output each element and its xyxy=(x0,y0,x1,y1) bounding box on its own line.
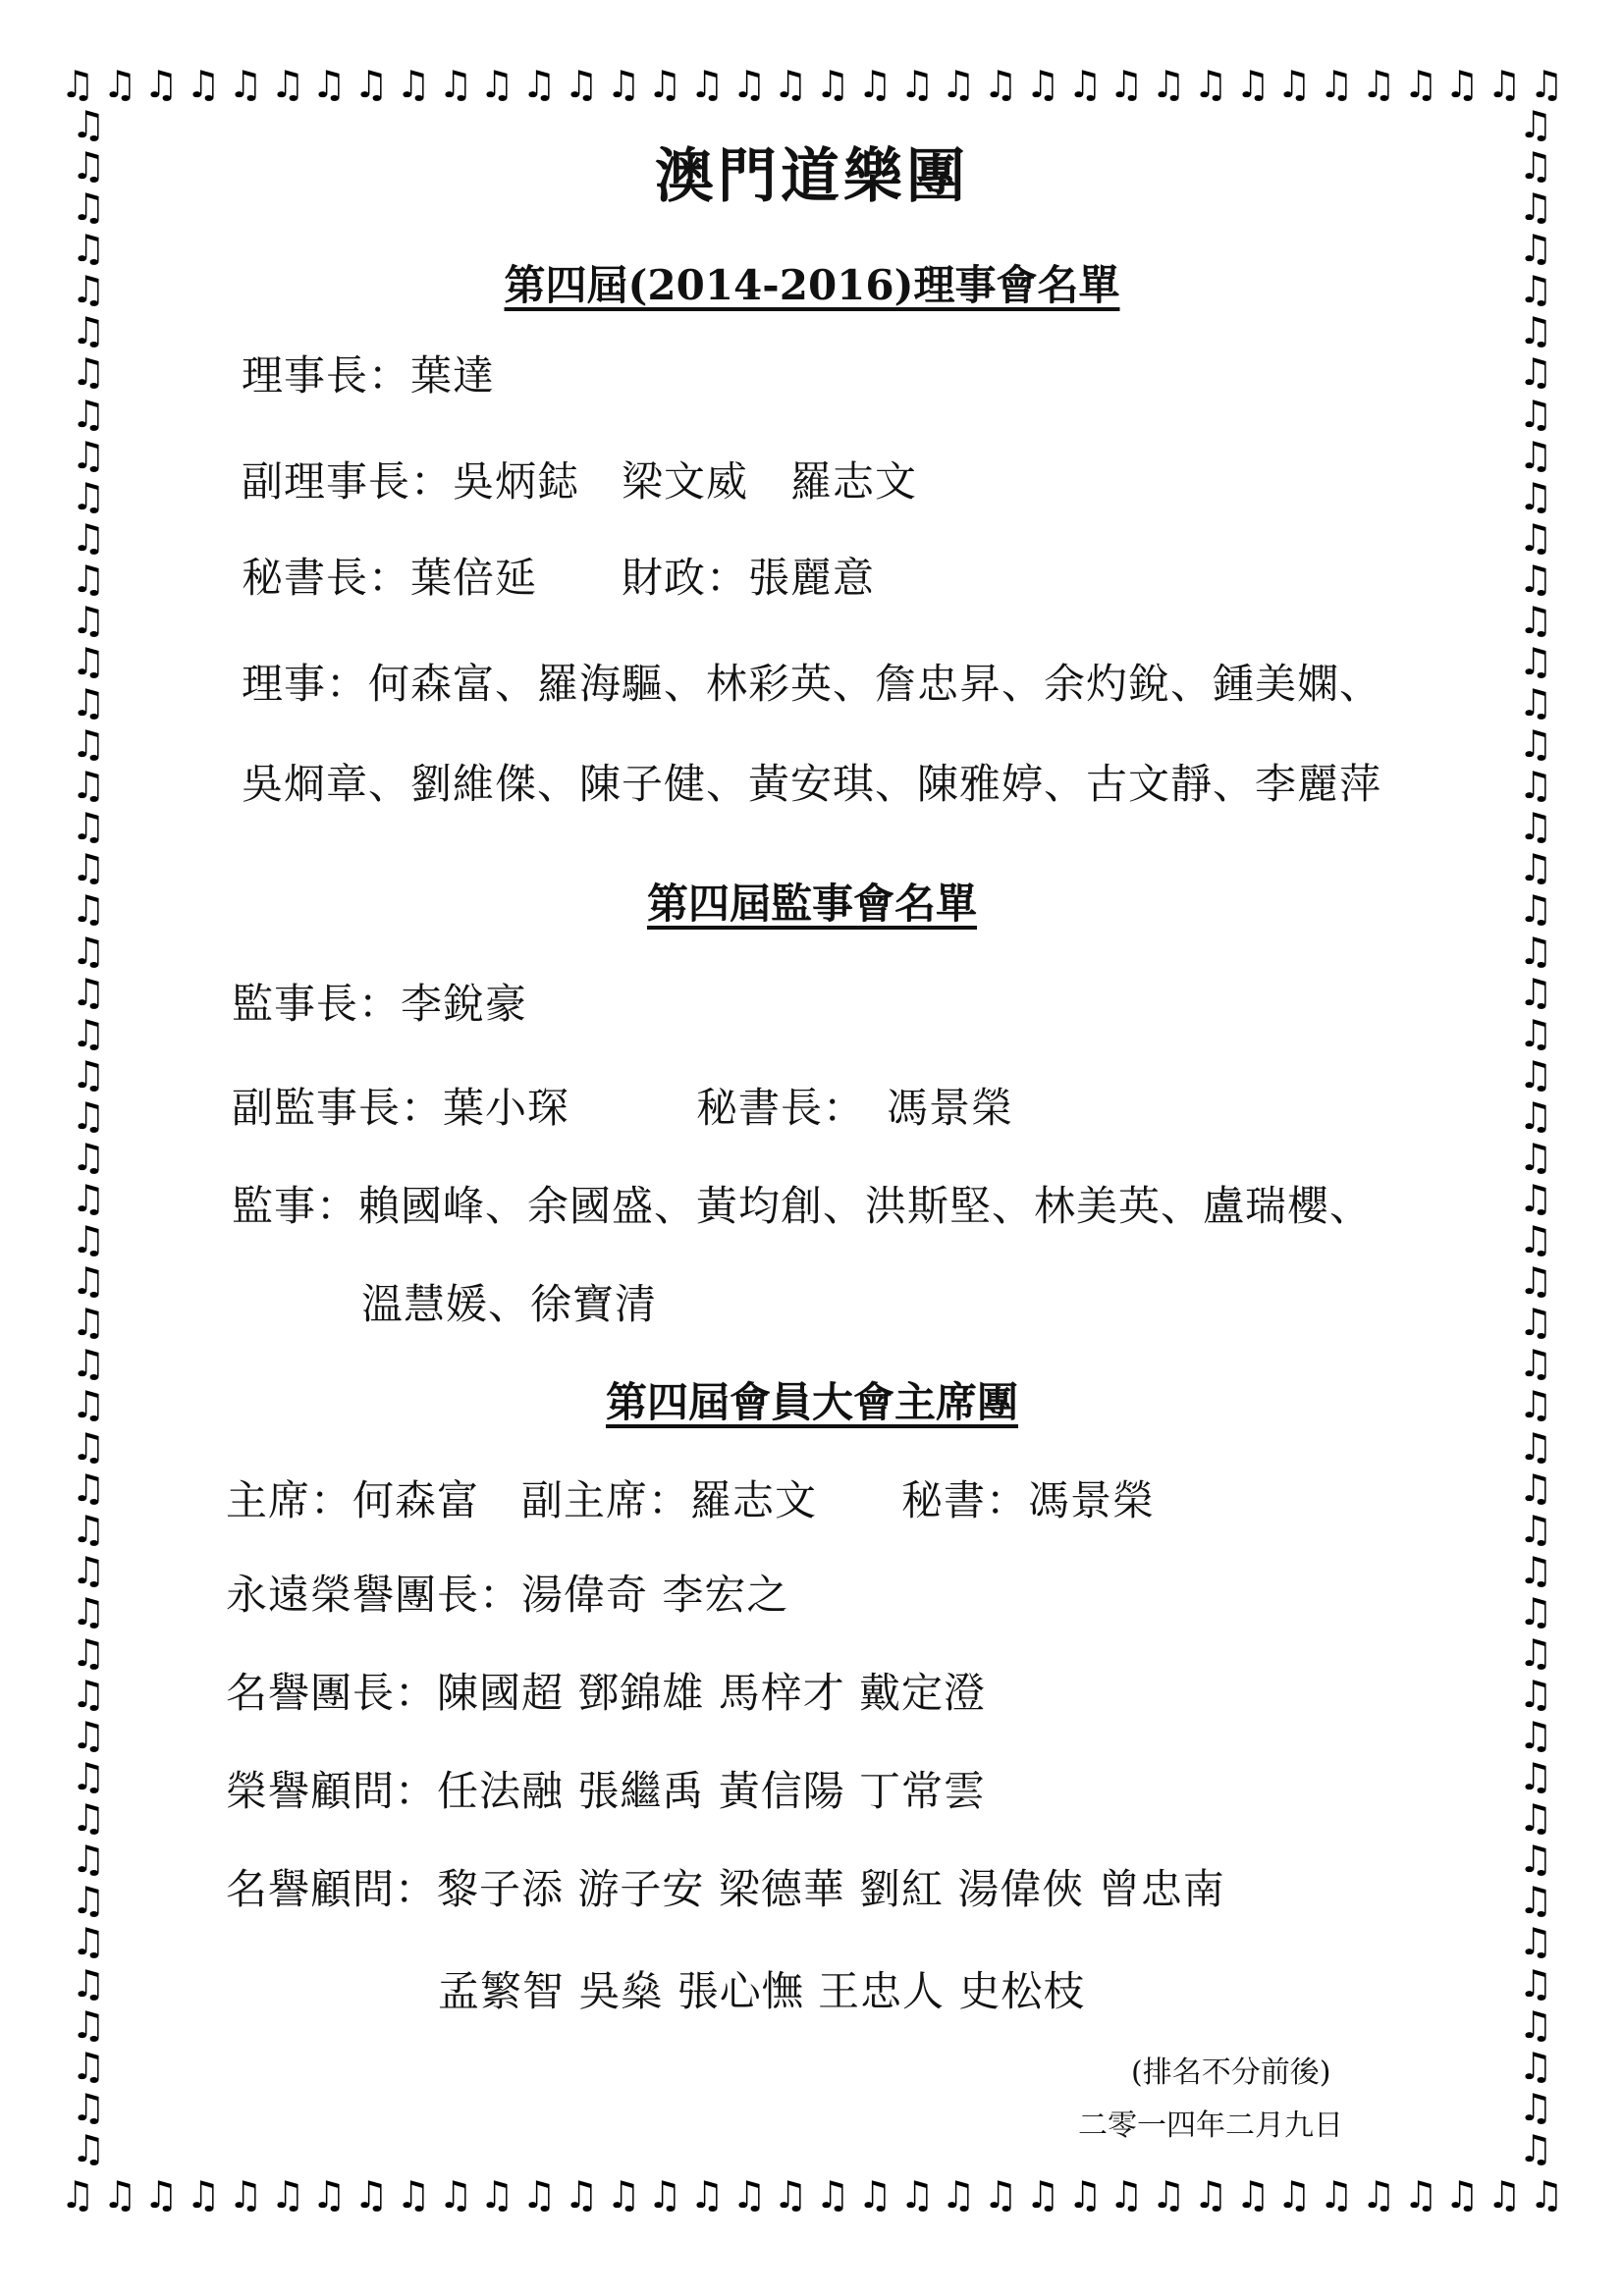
music-note-icon: ♫ xyxy=(857,63,893,106)
music-note-icon: ♫ xyxy=(1109,2173,1145,2216)
music-note-icon: ♫ xyxy=(71,1961,106,2005)
music-note-icon: ♫ xyxy=(353,63,390,106)
music-note-icon: ♫ xyxy=(71,929,106,973)
music-note-icon: ♫ xyxy=(1109,63,1145,106)
music-note-icon: ♫ xyxy=(353,2173,390,2216)
music-note-icon: ♫ xyxy=(101,2173,137,2216)
supervisors-heading: 第四屆監事會名單 xyxy=(646,880,977,928)
music-note-icon: ♫ xyxy=(521,63,558,106)
music-note-icon: ♫ xyxy=(71,515,106,560)
music-note-icon: ♫ xyxy=(1518,1259,1553,1304)
music-note-icon: ♫ xyxy=(605,63,641,106)
music-note-icon: ♫ xyxy=(71,598,106,642)
music-note-icon: ♫ xyxy=(71,2126,106,2170)
music-note-icon: ♫ xyxy=(1234,2173,1271,2216)
music-note-icon: ♫ xyxy=(1066,63,1103,106)
music-note-icon: ♫ xyxy=(1518,2044,1553,2088)
music-note-icon: ♫ xyxy=(1528,63,1564,106)
music-note-icon: ♫ xyxy=(1192,2173,1228,2216)
music-note-icon: ♫ xyxy=(71,557,106,601)
presidium-line: 永遠榮譽團長：湯偉奇 李宏之 xyxy=(226,1571,789,1619)
music-note-icon: ♫ xyxy=(71,1424,106,1468)
music-note-icon: ♫ xyxy=(437,2173,473,2216)
music-note-icon: ♫ xyxy=(647,2173,683,2216)
music-note-icon: ♫ xyxy=(71,1342,106,1386)
music-note-icon: ♫ xyxy=(1518,2126,1553,2170)
music-note-icon: ♫ xyxy=(71,1507,106,1551)
music-note-icon: ♫ xyxy=(396,2173,431,2216)
music-note-icon: ♫ xyxy=(1518,1796,1553,1841)
music-note-icon: ♫ xyxy=(983,2173,1019,2216)
board-line: 吳烱章、劉維傑、陳子健、黃安琪、陳雅婷、古文靜、李麗萍 xyxy=(242,760,1382,808)
supervisors-line: 監事長：李銳豪 xyxy=(232,980,528,1028)
music-note-icon: ♫ xyxy=(71,268,106,312)
music-note-icon: ♫ xyxy=(1066,2173,1103,2216)
music-note-icon: ♫ xyxy=(1518,1838,1553,1882)
music-note-icon: ♫ xyxy=(1151,63,1187,106)
presidium-heading: 第四屆會員大會主席團 xyxy=(605,1378,1018,1426)
music-note-icon: ♫ xyxy=(1518,1961,1553,2005)
music-note-icon: ♫ xyxy=(1487,2173,1522,2216)
music-note-icon: ♫ xyxy=(1518,309,1553,353)
music-note-icon: ♫ xyxy=(1518,1052,1553,1096)
music-note-icon: ♫ xyxy=(1518,598,1553,642)
board-line: 理事：何森富、羅海驅、林彩英、詹忠昇、余灼銳、鍾美嫻、 xyxy=(242,660,1382,708)
music-note-icon: ♫ xyxy=(1518,640,1553,684)
music-note-icon: ♫ xyxy=(71,1589,106,1633)
music-note-icon: ♫ xyxy=(815,63,851,106)
music-note-icon: ♫ xyxy=(1518,1218,1553,1262)
board-line: 秘書長：葉倍延 財政：張麗意 xyxy=(242,554,876,602)
music-note-icon: ♫ xyxy=(71,1838,106,1882)
music-note-icon: ♫ xyxy=(1319,63,1354,106)
music-note-icon: ♫ xyxy=(71,1920,106,1964)
music-note-icon: ♫ xyxy=(1025,63,1060,106)
music-note-icon: ♫ xyxy=(1518,1424,1553,1468)
music-note-icon: ♫ xyxy=(1518,1011,1553,1055)
music-note-icon: ♫ xyxy=(1319,2173,1354,2216)
music-note-icon: ♫ xyxy=(1518,970,1553,1014)
music-note-icon: ♫ xyxy=(1192,63,1228,106)
music-note-icon: ♫ xyxy=(71,392,106,436)
music-note-icon: ♫ xyxy=(1518,1094,1553,1138)
music-note-icon: ♫ xyxy=(71,1135,106,1179)
music-note-icon: ♫ xyxy=(1518,2002,1553,2047)
music-note-icon: ♫ xyxy=(689,63,725,106)
music-note-icon: ♫ xyxy=(1518,2085,1553,2129)
music-note-icon: ♫ xyxy=(71,1796,106,1841)
music-note-icon: ♫ xyxy=(71,846,106,890)
page-title: 澳門道樂團 xyxy=(655,142,969,211)
music-note-icon: ♫ xyxy=(71,2002,106,2047)
music-note-icon: ♫ xyxy=(71,1755,106,1799)
music-note-icon: ♫ xyxy=(396,63,431,106)
document-date: 二零一四年二月九日 xyxy=(1078,2109,1343,2143)
music-note-icon: ♫ xyxy=(1487,63,1522,106)
music-note-icon: ♫ xyxy=(71,1259,106,1304)
music-note-icon: ♫ xyxy=(71,2044,106,2088)
music-note-icon: ♫ xyxy=(1444,63,1481,106)
music-note-icon: ♫ xyxy=(1518,1879,1553,1923)
music-note-icon: ♫ xyxy=(1518,103,1553,146)
music-note-icon: ♫ xyxy=(71,1094,106,1138)
music-note-icon: ♫ xyxy=(71,433,106,477)
music-note-icon: ♫ xyxy=(941,63,977,106)
board-line: 副理事長：吳炳鋕 梁文威 羅志文 xyxy=(242,457,918,506)
board-heading: 第四屆(2014-2016)理事會名單 xyxy=(504,261,1120,309)
music-note-icon: ♫ xyxy=(898,2173,935,2216)
music-note-icon: ♫ xyxy=(1276,2173,1313,2216)
music-note-icon: ♫ xyxy=(71,1630,106,1675)
music-note-icon: ♫ xyxy=(71,1548,106,1592)
music-note-icon: ♫ xyxy=(71,1218,106,1262)
music-note-icon: ♫ xyxy=(1518,1342,1553,1386)
music-note-icon: ♫ xyxy=(1518,1672,1553,1716)
music-note-icon: ♫ xyxy=(563,63,599,106)
music-note-icon: ♫ xyxy=(1518,474,1553,518)
music-note-icon: ♫ xyxy=(1518,515,1553,560)
music-note-icon: ♫ xyxy=(1025,2173,1060,2216)
ordering-note: (排名不分前後) xyxy=(1131,2056,1331,2090)
music-note-icon: ♫ xyxy=(1518,1714,1553,1758)
music-note-icon: ♫ xyxy=(1518,227,1553,271)
border-right xyxy=(1508,103,1563,2170)
music-note-icon: ♫ xyxy=(1518,929,1553,973)
music-note-icon: ♫ xyxy=(773,63,809,106)
music-note-icon: ♫ xyxy=(71,103,106,146)
music-note-icon: ♫ xyxy=(71,1466,106,1510)
presidium-line: 主席：何森富 副主席：羅志文 秘書：馮景榮 xyxy=(226,1476,1156,1524)
music-note-icon: ♫ xyxy=(101,63,137,106)
music-note-icon: ♫ xyxy=(898,63,935,106)
music-note-icon: ♫ xyxy=(1518,350,1553,395)
music-note-icon: ♫ xyxy=(479,2173,515,2216)
music-note-icon: ♫ xyxy=(228,2173,263,2216)
music-note-icon: ♫ xyxy=(1518,1589,1553,1633)
border-top xyxy=(61,57,1563,112)
music-note-icon: ♫ xyxy=(437,63,473,106)
music-note-icon: ♫ xyxy=(143,2173,180,2216)
music-note-icon: ♫ xyxy=(1234,63,1271,106)
music-note-icon: ♫ xyxy=(1518,1301,1553,1345)
music-note-icon: ♫ xyxy=(1151,2173,1187,2216)
music-note-icon: ♫ xyxy=(186,2173,222,2216)
music-note-icon: ♫ xyxy=(71,2085,106,2129)
music-note-icon: ♫ xyxy=(605,2173,641,2216)
music-note-icon: ♫ xyxy=(71,227,106,271)
music-note-icon: ♫ xyxy=(521,2173,558,2216)
music-note-icon: ♫ xyxy=(1518,1920,1553,1964)
music-note-icon: ♫ xyxy=(1518,846,1553,890)
music-note-icon: ♫ xyxy=(1518,557,1553,601)
music-note-icon: ♫ xyxy=(815,2173,851,2216)
music-note-icon: ♫ xyxy=(71,1052,106,1096)
music-note-icon: ♫ xyxy=(563,2173,599,2216)
music-note-icon: ♫ xyxy=(1518,1548,1553,1592)
music-note-icon: ♫ xyxy=(71,640,106,684)
music-note-icon: ♫ xyxy=(71,970,106,1014)
presidium-line: 名譽團長：陳國超 鄧錦雄 馬梓才 戴定澄 xyxy=(226,1669,987,1717)
music-note-icon: ♫ xyxy=(647,63,683,106)
border-bottom xyxy=(61,2167,1563,2222)
music-note-icon: ♫ xyxy=(311,63,348,106)
music-note-icon: ♫ xyxy=(773,2173,809,2216)
music-note-icon: ♫ xyxy=(1518,1177,1553,1221)
music-note-icon: ♫ xyxy=(228,63,263,106)
music-note-icon: ♫ xyxy=(1276,63,1313,106)
music-note-icon: ♫ xyxy=(731,2173,767,2216)
supervisors-line: 溫慧媛、徐寶清 xyxy=(361,1280,658,1328)
music-note-icon: ♫ xyxy=(71,1714,106,1758)
music-note-icon: ♫ xyxy=(983,63,1019,106)
music-note-icon: ♫ xyxy=(71,474,106,518)
music-note-icon: ♫ xyxy=(71,1879,106,1923)
music-note-icon: ♫ xyxy=(311,2173,348,2216)
music-note-icon: ♫ xyxy=(1518,1630,1553,1675)
music-note-icon: ♫ xyxy=(1518,186,1553,230)
music-note-icon: ♫ xyxy=(71,681,106,725)
music-note-icon: ♫ xyxy=(1518,392,1553,436)
music-note-icon: ♫ xyxy=(71,1177,106,1221)
music-note-icon: ♫ xyxy=(71,764,106,808)
music-note-icon: ♫ xyxy=(269,2173,305,2216)
music-note-icon: ♫ xyxy=(1518,268,1553,312)
music-note-icon: ♫ xyxy=(1518,887,1553,932)
music-note-icon: ♫ xyxy=(143,63,180,106)
music-note-icon: ♫ xyxy=(1518,764,1553,808)
presidium-line: 孟繁智 吳燊 張心憮 王忠人 史松枝 xyxy=(438,1967,1086,2015)
music-note-icon: ♫ xyxy=(1518,805,1553,849)
music-note-icon: ♫ xyxy=(1518,1755,1553,1799)
music-note-icon: ♫ xyxy=(479,63,515,106)
music-note-icon: ♫ xyxy=(1518,144,1553,188)
supervisors-line: 副監事長：葉小琛 秘書長： 馮景榮 xyxy=(232,1084,1014,1132)
music-note-icon: ♫ xyxy=(689,2173,725,2216)
presidium-line: 榮譽顧問：任法融 張繼禹 黃信陽 丁常雲 xyxy=(226,1767,987,1815)
music-note-icon: ♫ xyxy=(1402,63,1438,106)
music-note-icon: ♫ xyxy=(71,144,106,188)
music-note-icon: ♫ xyxy=(71,887,106,932)
music-note-icon: ♫ xyxy=(857,2173,893,2216)
music-note-icon: ♫ xyxy=(60,2173,95,2216)
music-note-icon: ♫ xyxy=(1518,681,1553,725)
music-note-icon: ♫ xyxy=(71,1383,106,1427)
music-note-icon: ♫ xyxy=(186,63,222,106)
music-note-icon: ♫ xyxy=(60,63,95,106)
music-note-icon: ♫ xyxy=(1518,1135,1553,1179)
music-note-icon: ♫ xyxy=(1528,2173,1564,2216)
presidium-line: 名譽顧問：黎子添 游子安 梁德華 劉紅 湯偉俠 曾忠南 xyxy=(226,1865,1225,1913)
music-note-icon: ♫ xyxy=(71,186,106,230)
music-note-icon: ♫ xyxy=(731,63,767,106)
border-left xyxy=(61,103,116,2170)
music-note-icon: ♫ xyxy=(71,1011,106,1055)
music-note-icon: ♫ xyxy=(1402,2173,1438,2216)
music-note-icon: ♫ xyxy=(71,350,106,395)
music-note-icon: ♫ xyxy=(71,309,106,353)
music-note-icon: ♫ xyxy=(71,1301,106,1345)
music-note-icon: ♫ xyxy=(1444,2173,1481,2216)
music-note-icon: ♫ xyxy=(1518,722,1553,767)
music-note-icon: ♫ xyxy=(71,805,106,849)
music-note-icon: ♫ xyxy=(1360,63,1396,106)
board-line: 理事長：葉達 xyxy=(242,351,496,400)
music-note-icon: ♫ xyxy=(1518,1507,1553,1551)
music-note-icon: ♫ xyxy=(1360,2173,1396,2216)
music-note-icon: ♫ xyxy=(71,722,106,767)
music-note-icon: ♫ xyxy=(1518,433,1553,477)
supervisors-line: 監事：賴國峰、余國盛、黃均創、洪斯堅、林美英、盧瑞櫻、 xyxy=(232,1182,1373,1230)
music-note-icon: ♫ xyxy=(1518,1383,1553,1427)
music-note-icon: ♫ xyxy=(269,63,305,106)
music-note-icon: ♫ xyxy=(1518,1466,1553,1510)
music-note-icon: ♫ xyxy=(941,2173,977,2216)
music-note-icon: ♫ xyxy=(71,1672,106,1716)
